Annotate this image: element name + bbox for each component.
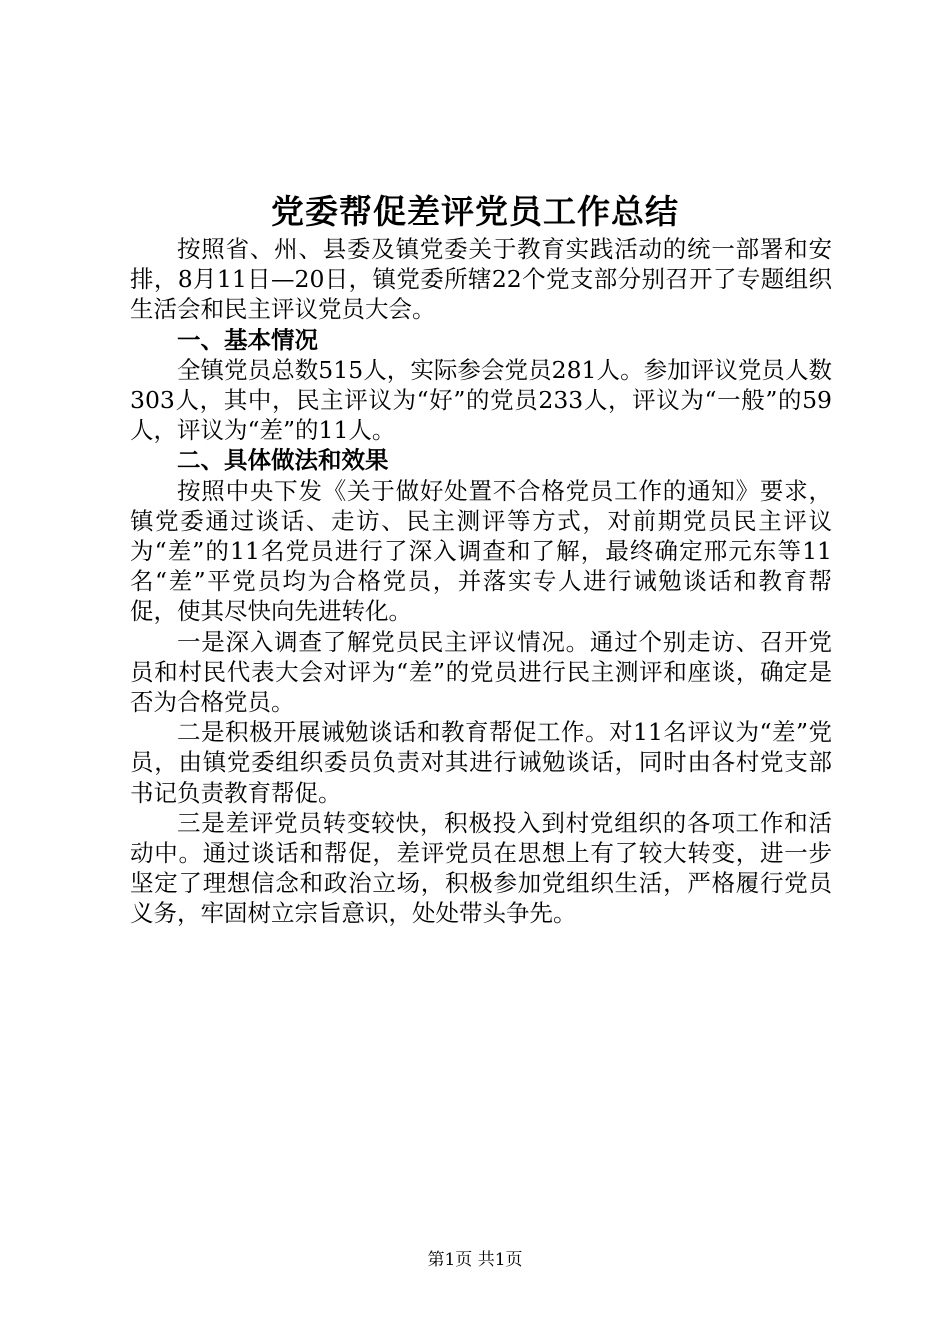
page-footer: 第1页 共1页 (427, 1250, 523, 1270)
section-heading-basic: 一、基本情况 (177, 325, 318, 354)
section-heading-methods: 二、具体做法和效果 (177, 446, 389, 475)
document-title: 党委帮促差评党员工作总结 (271, 192, 679, 231)
methods-paragraph: 按照中央下发《关于做好处置不合格党员工作的通知》要求，镇党委通过谈话、走访、民主测评等方式，对前期党员民主评议为“差”的11名党员进行了深入调查和了解，最终确定邢元东等11名“差”平党员均为合格党员，并落实专人进行诫勉谈话和教育帮促，使其尽快向先进转化。 (130, 476, 832, 626)
basic-info-paragraph: 全镇党员总数515人，实际参会党员281人。参加评议党员人数303人，其中，民主评议为“好”的党员233人，评议为“一般”的59人，评议为“差”的11人。 (130, 355, 832, 445)
methods-paragraph: 三是差评党员转变较快，积极投入到村党组织的各项工作和活动中。通过谈话和帮促，差评党员在思想上有了较大转变，进一步坚定了理想信念和政治立场，积极参加党组织生活，严格履行党员义务，牢固树立宗旨意识，处处带头争先。 (130, 808, 832, 928)
document-body (130, 234, 832, 929)
methods-paragraph: 二是积极开展诫勉谈话和教育帮促工作。对11名评议为“差”党员，由镇党委组织委员负责对其进行诫勉谈话，同时由各村党支部书记负责教育帮促。 (130, 718, 832, 807)
methods-paragraph: 一是深入调查了解党员民主评议情况。通过个别走访、召开党员和村民代表大会对评为“差”的党员进行民主测评和座谈，确定是否为合格党员。 (130, 627, 832, 717)
intro-paragraph: 按照省、州、县委及镇党委关于教育实践活动的统一部署和安排，8月11日—20日，镇党委所辖22个党支部分别召开了专题组织生活会和民主评议党员大会。 (130, 235, 832, 324)
